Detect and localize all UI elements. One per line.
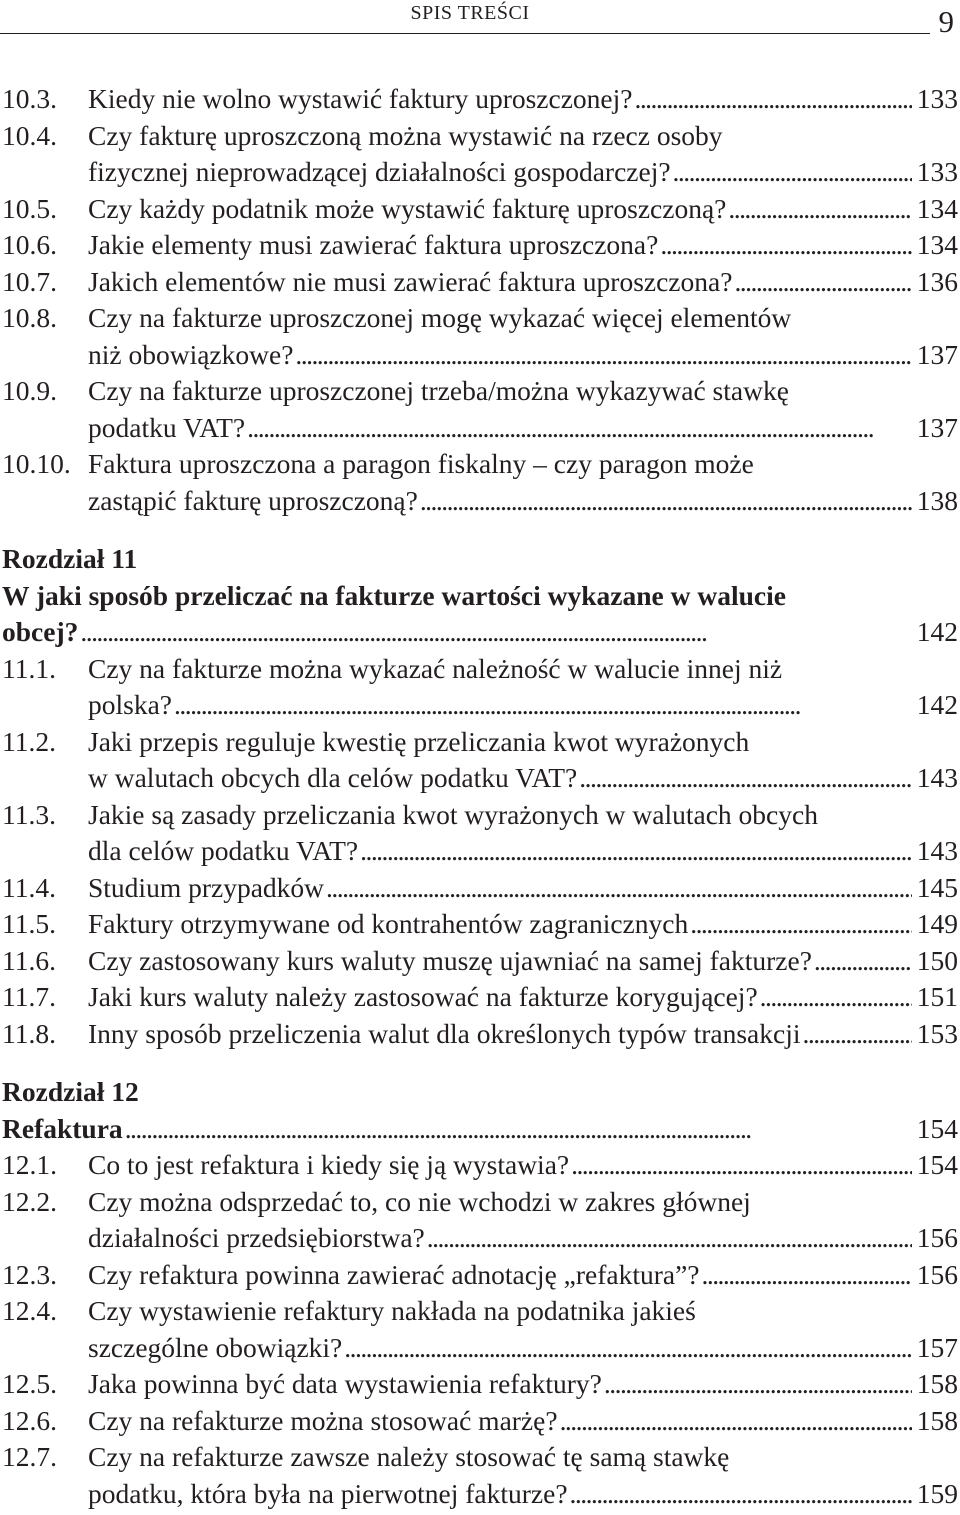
entry-title: niż obowiązkowe?	[88, 338, 294, 370]
entry-page-number: 158	[916, 1368, 958, 1399]
entry-number: 11.1.	[2, 652, 56, 684]
entry-title: Czy zastosowany kurs waluty muszę ujawniać na samej fakturze?	[88, 944, 812, 976]
toc-entry-line	[0, 1220, 960, 1257]
dot-leader	[569, 1147, 912, 1184]
dot-leader	[418, 483, 912, 520]
toc-entry-line	[0, 1184, 960, 1221]
entry-number: 10.3.	[2, 83, 57, 114]
entry-number: 11.8.	[2, 1017, 56, 1049]
entry-title: Czy refaktura powinna zawierać adnotację „refaktura”?	[88, 1258, 700, 1290]
dot-leader	[688, 906, 912, 943]
entry-page-number: 149	[916, 908, 958, 939]
entry-page-number: 133	[916, 83, 958, 114]
entry-page-number: 133	[916, 156, 958, 187]
toc-entry[interactable]	[0, 1293, 960, 1366]
toc-entry-line	[0, 1330, 960, 1367]
entry-title: Studium przypadków	[88, 871, 325, 903]
dot-leader	[726, 191, 912, 228]
toc-entry[interactable]	[0, 300, 960, 373]
toc-entry[interactable]	[0, 191, 960, 228]
chapter-heading	[0, 1074, 960, 1147]
entry-title: Kiedy nie wolno wystawić faktury uproszczonej?	[88, 83, 633, 114]
toc-entry[interactable]	[0, 1147, 960, 1184]
dot-leader	[732, 264, 912, 301]
entry-number: 12.4.	[2, 1295, 57, 1326]
header-rule	[0, 33, 930, 34]
entry-number: 11.7.	[2, 981, 56, 1012]
toc-entry-line	[0, 1366, 960, 1403]
entry-title: Czy na refakturze można stosować marżę?	[88, 1404, 558, 1436]
toc-entry-line	[0, 227, 960, 264]
entry-number: 12.3.	[2, 1258, 57, 1290]
toc-entry-line	[0, 1439, 960, 1476]
dot-leader	[324, 870, 912, 907]
dot-leader	[602, 1366, 912, 1403]
toc-entry-line	[0, 337, 960, 374]
entry-number: 11.4.	[2, 871, 56, 903]
entry-title: Czy wystawienie refaktury nakłada na podatnika jakieś	[88, 1295, 696, 1326]
toc-entry-line	[0, 651, 960, 688]
toc-entry[interactable]	[0, 724, 960, 797]
entry-number: 12.7.	[2, 1441, 57, 1472]
toc-entry[interactable]	[0, 1184, 960, 1257]
toc-entry-line	[0, 906, 960, 943]
entry-number: 11.5.	[2, 908, 56, 939]
entry-page-number: 137	[916, 411, 958, 443]
toc-entry-line	[0, 1403, 960, 1440]
toc-entry[interactable]	[0, 1016, 960, 1053]
dot-leader	[245, 410, 912, 447]
entry-page-number: 151	[916, 981, 958, 1012]
entry-number: 11.3.	[2, 798, 56, 830]
entry-title: Jakich elementów nie musi zawierać faktura uproszczona?	[88, 265, 733, 297]
entry-title: Co to jest refaktura i kiedy się ją wystawia?	[88, 1149, 570, 1180]
dot-leader	[558, 1403, 912, 1440]
entry-title: Czy każdy podatnik może wystawić fakturę uproszczoną?	[88, 192, 727, 224]
toc-entry[interactable]	[0, 651, 960, 724]
entry-title: Jaki przepis reguluje kwestię przeliczania kwot wyrażonych	[88, 725, 750, 757]
entry-title: Jaki kurs waluty należy zastosować na fakturze korygującej?	[88, 981, 758, 1012]
toc-entry-line	[0, 1293, 960, 1330]
toc-entry-line	[0, 1476, 960, 1513]
toc-entry[interactable]	[0, 264, 960, 301]
dot-leader	[577, 760, 912, 797]
table-of-contents	[0, 81, 960, 1512]
entry-title: Czy na refakturze zawsze należy stosować tę samą stawkę	[88, 1441, 730, 1472]
entry-number: 10.4.	[2, 119, 57, 151]
entry-page-number: 158	[916, 1404, 958, 1436]
running-title: SPIS TREŚCI	[410, 2, 530, 24]
page-number: 9	[938, 4, 954, 39]
entry-page-number: 156	[916, 1222, 958, 1253]
entry-title: podatku VAT?	[88, 411, 246, 443]
entry-title: Jakie są zasady przeliczania kwot wyrażonych w walutach obcych	[88, 798, 818, 830]
entry-title: Czy na fakturze uproszczonej trzeba/można wykazywać stawkę	[88, 375, 789, 406]
dot-leader	[632, 81, 912, 118]
entry-title: fizycznej nieprowadzącej działalności gospodarczej?	[88, 156, 671, 187]
toc-entry-line	[0, 154, 960, 191]
entry-page-number: 143	[916, 762, 958, 793]
toc-entry-line	[0, 724, 960, 761]
toc-entry-line	[0, 483, 960, 520]
entry-page-number: 134	[916, 229, 958, 260]
dot-leader	[425, 1220, 912, 1257]
toc-entry-line	[0, 979, 960, 1016]
entry-page-number: 142	[916, 689, 958, 720]
toc-entry-line	[0, 943, 960, 980]
entry-number: 12.6.	[2, 1404, 57, 1436]
toc-entry-line	[0, 1257, 960, 1294]
toc-entry[interactable]	[0, 1257, 960, 1294]
entry-title: dla celów podatku VAT?	[88, 835, 359, 866]
dot-leader	[812, 943, 912, 980]
entry-number: 10.9.	[2, 375, 57, 406]
entry-page-number: 157	[916, 1331, 958, 1363]
entry-page-number: 150	[916, 944, 958, 976]
chapter-title-row[interactable]	[0, 1111, 960, 1148]
entry-page-number: 137	[916, 338, 958, 370]
chapter-heading	[0, 541, 960, 651]
toc-entry[interactable]	[0, 227, 960, 264]
chapter-title: obcej?	[2, 616, 79, 647]
toc-entry-line	[0, 264, 960, 301]
entry-number: 12.1.	[2, 1149, 57, 1180]
toc-entry[interactable]	[0, 1403, 960, 1440]
toc-entry-line	[0, 760, 960, 797]
entry-number: 10.5.	[2, 192, 57, 224]
dot-leader	[358, 833, 912, 870]
toc-entry[interactable]	[0, 373, 960, 446]
toc-entry-line	[0, 870, 960, 907]
entry-title: Czy na fakturze uproszczonej mogę wykazać więcej elementów	[88, 302, 792, 333]
entry-title: Czy fakturę uproszczoną można wystawić na rzecz osoby	[88, 119, 723, 151]
entry-number: 10.6.	[2, 229, 57, 260]
entry-title: polska?	[88, 689, 173, 720]
entry-number: 10.7.	[2, 265, 57, 297]
entry-title: podatku, która była na pierwotnej fakturze?	[88, 1477, 568, 1509]
toc-entry-line	[0, 118, 960, 155]
entry-title: Inny sposób przeliczenia walut dla określonych typów transakcji	[88, 1017, 801, 1049]
dot-leader	[671, 154, 912, 191]
entry-page-number: 156	[916, 1258, 958, 1290]
toc-entry[interactable]	[0, 943, 960, 980]
page-header	[0, 0, 960, 46]
toc-entry[interactable]	[0, 797, 960, 870]
toc-entry-line	[0, 1016, 960, 1053]
toc-entry[interactable]	[0, 906, 960, 943]
chapter-page-number: 142	[916, 616, 958, 647]
dot-leader	[700, 1257, 913, 1294]
toc-entry-line	[0, 191, 960, 228]
chapter-label: Rozdział 11	[2, 543, 138, 574]
entry-page-number: 159	[916, 1477, 958, 1509]
dot-leader	[342, 1330, 912, 1367]
toc-entry-line	[0, 687, 960, 724]
toc-entry[interactable]	[0, 870, 960, 907]
entry-number: 10.8.	[2, 302, 57, 333]
entry-title: Jaka powinna być data wystawienia refaktury?	[88, 1368, 602, 1399]
toc-entry-line	[0, 81, 960, 118]
entry-page-number: 138	[916, 484, 958, 516]
entry-title: Faktury otrzymywane od kontrahentów zagranicznych	[88, 908, 689, 939]
entry-title: Czy można odsprzedać to, co nie wchodzi w zakres głównej	[88, 1185, 751, 1217]
toc-entry[interactable]	[0, 446, 960, 519]
toc-entry-line	[0, 833, 960, 870]
dot-leader	[758, 979, 912, 1016]
entry-page-number: 134	[916, 192, 958, 224]
toc-entry-line	[0, 300, 960, 337]
toc-entry-line	[0, 797, 960, 834]
entry-page-number: 136	[916, 265, 958, 297]
entry-title: Jakie elementy musi zawierać faktura uproszczona?	[88, 229, 659, 260]
entry-number: 11.2.	[2, 725, 56, 757]
chapter-page-number: 154	[916, 1112, 958, 1144]
toc-entry-line	[0, 410, 960, 447]
entry-page-number: 154	[916, 1149, 958, 1180]
toc-entry[interactable]	[0, 81, 960, 118]
dot-leader	[172, 687, 912, 724]
toc-entry-line	[0, 1147, 960, 1184]
toc-entry[interactable]	[0, 1366, 960, 1403]
entry-title: w walutach obcych dla celów podatku VAT?	[88, 762, 578, 793]
entry-title: Faktura uproszczona a paragon fiskalny – czy paragon może	[88, 448, 754, 479]
entry-number: 12.2.	[2, 1185, 57, 1217]
entry-page-number: 153	[916, 1017, 958, 1049]
chapter-label: Rozdział 12	[2, 1076, 139, 1107]
dot-leader	[801, 1016, 912, 1053]
entry-page-number: 143	[916, 835, 958, 866]
entry-title: Czy na fakturze można wykazać należność w walucie innej niż	[88, 652, 783, 684]
chapter-title-line: W jaki sposób przeliczać na fakturze wartości wykazane w walucie	[2, 579, 786, 611]
entry-title: działalności przedsiębiorstwa?	[88, 1222, 425, 1253]
toc-entry-line	[0, 373, 960, 410]
dot-leader	[78, 614, 912, 651]
entry-page-number: 145	[916, 871, 958, 903]
toc-entry-line	[0, 446, 960, 483]
chapter-title: Refaktura	[2, 1112, 123, 1144]
dot-leader	[293, 337, 912, 374]
toc-entry[interactable]	[0, 118, 960, 191]
dot-leader	[568, 1476, 912, 1513]
entry-number: 11.6.	[2, 944, 56, 976]
entry-title: szczególne obowiązki?	[88, 1331, 343, 1363]
entry-title: zastąpić fakturę uproszczoną?	[88, 484, 418, 516]
dot-leader	[123, 1111, 912, 1148]
toc-entry[interactable]	[0, 1439, 960, 1512]
toc-entry[interactable]	[0, 979, 960, 1016]
chapter-title-row[interactable]	[0, 614, 960, 651]
entry-number: 12.5.	[2, 1368, 57, 1399]
entry-number: 10.10.	[2, 448, 71, 479]
dot-leader	[658, 227, 912, 264]
